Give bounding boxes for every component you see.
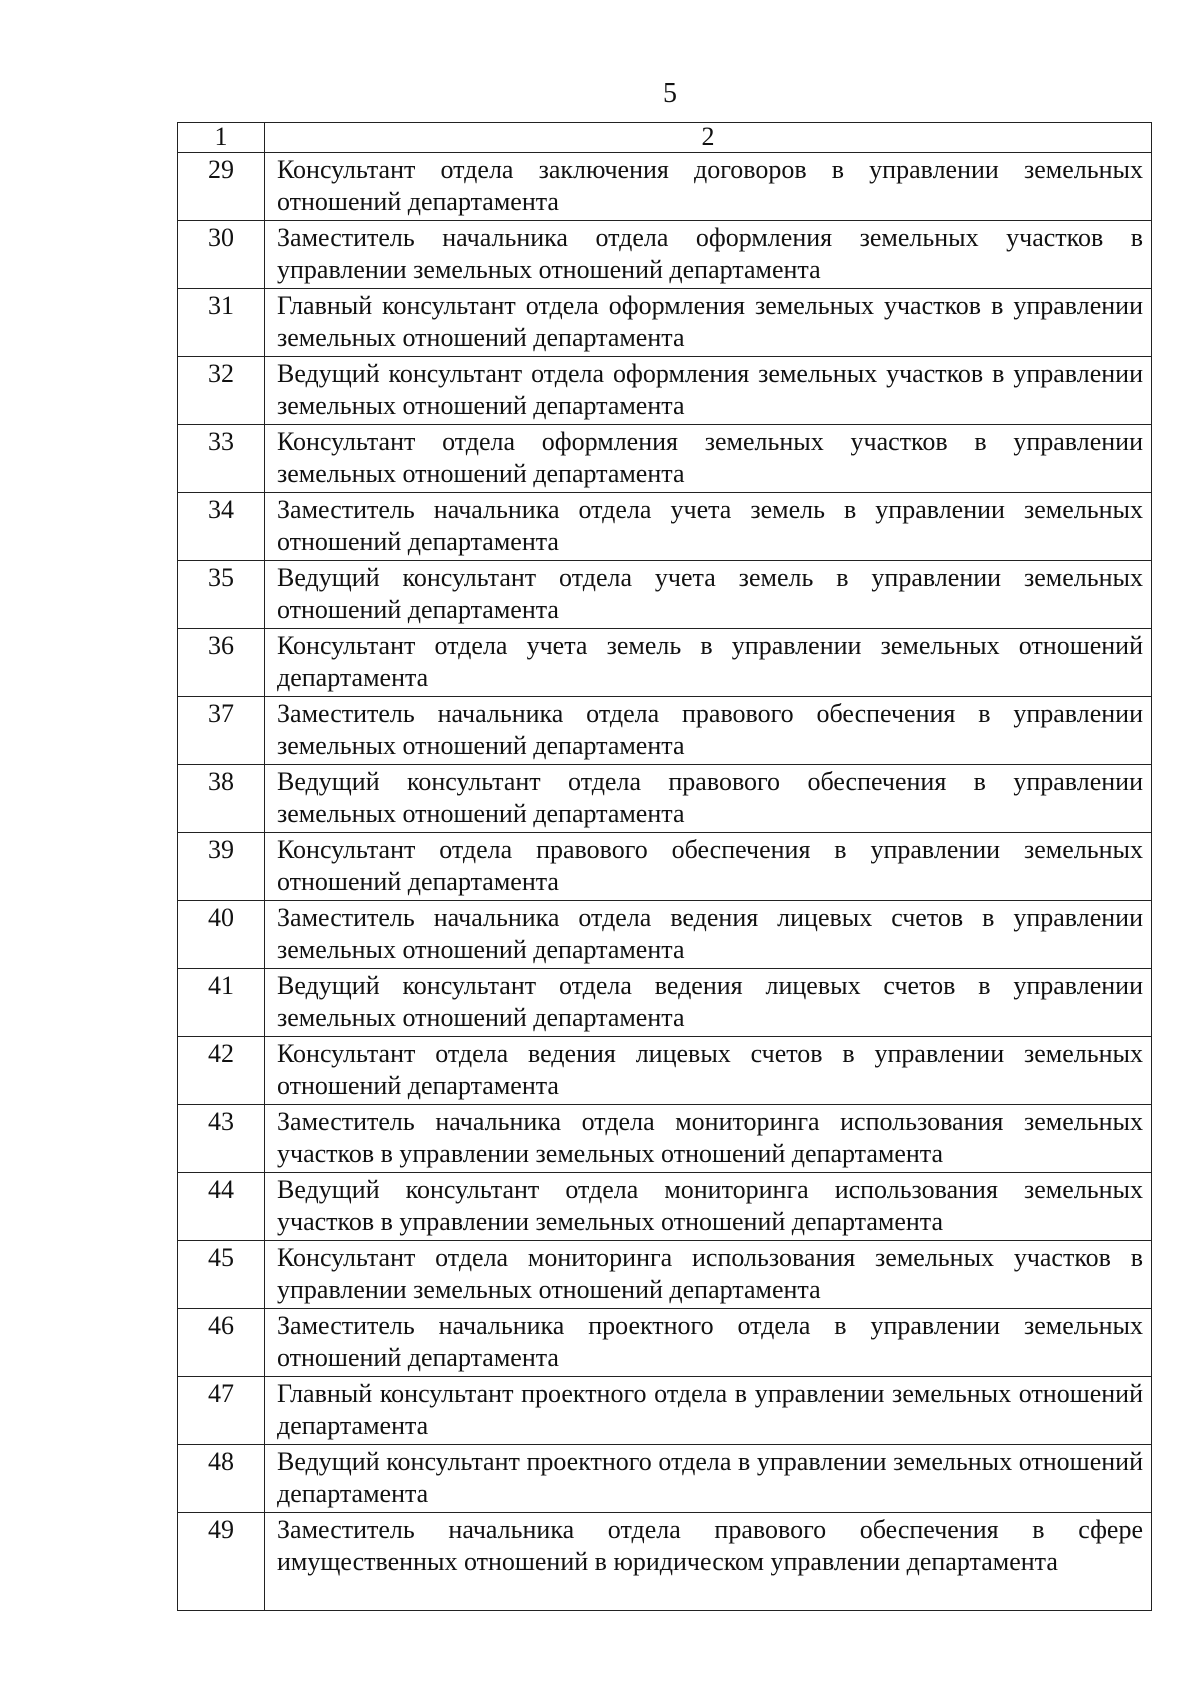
- row-number: 37: [178, 697, 265, 765]
- table-row: [178, 561, 1152, 629]
- table-row: [178, 425, 1152, 493]
- row-number: 35: [178, 561, 265, 629]
- table-row: [178, 833, 1152, 901]
- row-number: 42: [178, 1037, 265, 1105]
- table-row: [178, 1105, 1152, 1173]
- row-number: 47: [178, 1377, 265, 1445]
- table-row: [178, 1309, 1152, 1377]
- table-row: [178, 357, 1152, 425]
- position-title: Заместитель начальника проектного отдела в управлении земельных отношений департамента: [265, 1309, 1152, 1377]
- position-title: Консультант отдела правового обеспечения в управлении земельных отношений департамента: [265, 833, 1152, 901]
- position-title: Главный консультант отдела оформления земельных участков в управлении земельных отношений департамента: [265, 289, 1152, 357]
- table-row: [178, 1241, 1152, 1309]
- table-row: [178, 969, 1152, 1037]
- table-row: [178, 1513, 1152, 1611]
- row-number: 32: [178, 357, 265, 425]
- row-number: 40: [178, 901, 265, 969]
- table-row: [178, 289, 1152, 357]
- table-row: [178, 493, 1152, 561]
- row-number: 38: [178, 765, 265, 833]
- table-row: [178, 765, 1152, 833]
- row-number: 46: [178, 1309, 265, 1377]
- table-row: [178, 629, 1152, 697]
- page-number: 5: [663, 78, 677, 109]
- row-number: 44: [178, 1173, 265, 1241]
- position-title: Консультант отдела заключения договоров в управлении земельных отношений департамента: [265, 153, 1152, 221]
- row-number: 34: [178, 493, 265, 561]
- table-row: [178, 221, 1152, 289]
- position-title: Заместитель начальника отдела правового обеспечения в управлении земельных отношений департамента: [265, 697, 1152, 765]
- positions-table: [177, 122, 1152, 1611]
- table-row: [178, 1173, 1152, 1241]
- position-title: Консультант отдела ведения лицевых счетов в управлении земельных отношений департамента: [265, 1037, 1152, 1105]
- row-number: 30: [178, 221, 265, 289]
- row-number: 29: [178, 153, 265, 221]
- table-row: [178, 697, 1152, 765]
- row-number: 33: [178, 425, 265, 493]
- position-title: Заместитель начальника отдела учета земель в управлении земельных отношений департамента: [265, 493, 1152, 561]
- row-number: 48: [178, 1445, 265, 1513]
- position-title: Консультант отдела учета земель в управлении земельных отношений департамента: [265, 629, 1152, 697]
- table-row: [178, 1037, 1152, 1105]
- position-title: Ведущий консультант отдела мониторинга использования земельных участков в управлении земельных отношений департамента: [265, 1173, 1152, 1241]
- column-header-position: 2: [265, 123, 1152, 153]
- position-title: Заместитель начальника отдела оформления земельных участков в управлении земельных отношений департамента: [265, 221, 1152, 289]
- row-number: 39: [178, 833, 265, 901]
- position-title: Ведущий консультант проектного отдела в управлении земельных отношений департамента: [265, 1445, 1152, 1513]
- column-header-number: 1: [178, 123, 265, 153]
- table-row: [178, 153, 1152, 221]
- table-row: [178, 1377, 1152, 1445]
- row-number: 31: [178, 289, 265, 357]
- row-number: 43: [178, 1105, 265, 1173]
- table-row: [178, 901, 1152, 969]
- position-title: Ведущий консультант отдела оформления земельных участков в управлении земельных отношений департамента: [265, 357, 1152, 425]
- row-number: 45: [178, 1241, 265, 1309]
- position-title: Заместитель начальника отдела правового обеспечения в сфере имущественных отношений в юридическом управлении департамента: [265, 1513, 1152, 1611]
- position-title: Ведущий консультант отдела ведения лицевых счетов в управлении земельных отношений департамента: [265, 969, 1152, 1037]
- table-header-row: [178, 123, 1152, 153]
- position-title: Главный консультант проектного отдела в управлении земельных отношений департамента: [265, 1377, 1152, 1445]
- position-title: Заместитель начальника отдела ведения лицевых счетов в управлении земельных отношений департамента: [265, 901, 1152, 969]
- position-title: Ведущий консультант отдела правового обеспечения в управлении земельных отношений департамента: [265, 765, 1152, 833]
- table-row: [178, 1445, 1152, 1513]
- row-number: 49: [178, 1513, 265, 1611]
- position-title: Заместитель начальника отдела мониторинга использования земельных участков в управлении земельных отношений департамента: [265, 1105, 1152, 1173]
- position-title: Консультант отдела мониторинга использования земельных участков в управлении земельных отношений департамента: [265, 1241, 1152, 1309]
- position-title: Консультант отдела оформления земельных участков в управлении земельных отношений департамента: [265, 425, 1152, 493]
- row-number: 41: [178, 969, 265, 1037]
- row-number: 36: [178, 629, 265, 697]
- position-title: Ведущий консультант отдела учета земель в управлении земельных отношений департамента: [265, 561, 1152, 629]
